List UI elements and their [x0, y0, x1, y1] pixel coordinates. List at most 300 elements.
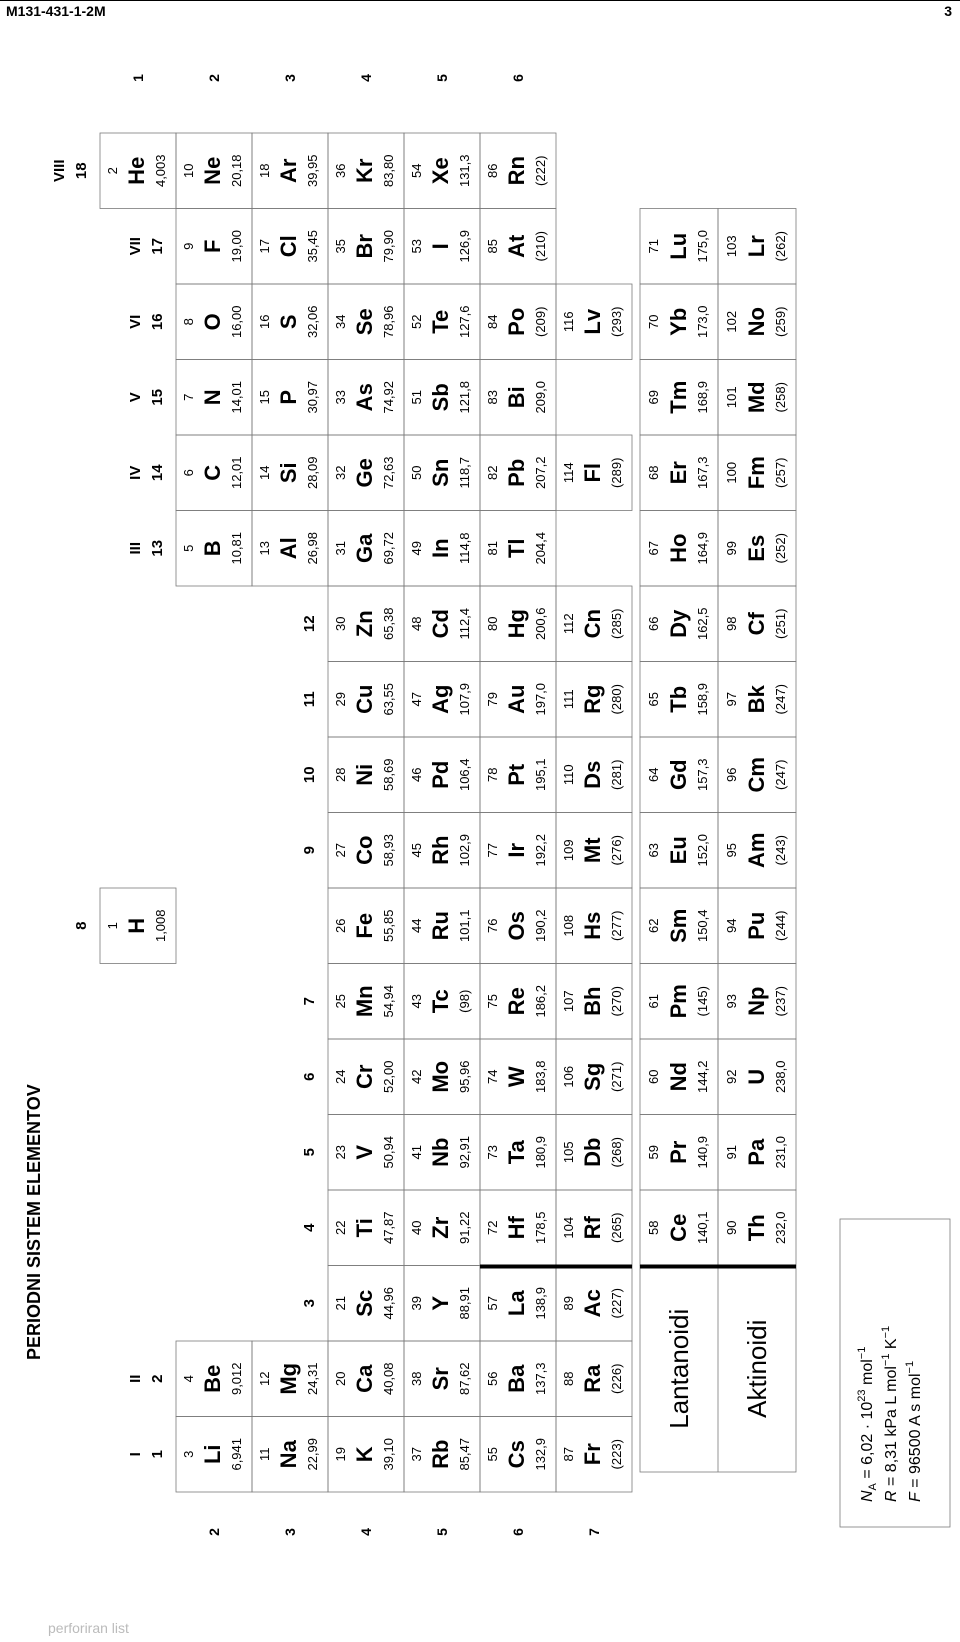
element-cell-mo [404, 1039, 480, 1115]
element-symbol: Es [744, 534, 769, 562]
atomic-mass: 238,0 [773, 1060, 788, 1094]
group-number: 12 [301, 615, 318, 633]
element-symbol: H [124, 917, 149, 934]
atomic-number: 67 [646, 541, 661, 556]
atomic-number: 31 [333, 541, 348, 556]
group-header-16 [127, 313, 166, 330]
atomic-mass: 88,91 [457, 1286, 472, 1320]
element-cell-no [718, 284, 796, 360]
atomic-number: 84 [485, 314, 500, 329]
atomic-mass: 20,18 [229, 154, 244, 188]
atomic-number: 76 [485, 918, 500, 933]
atomic-number: 17 [257, 239, 272, 254]
element-symbol: Ce [666, 1213, 691, 1242]
element-cell-rb [404, 1417, 480, 1493]
element-cell-cs [480, 1417, 556, 1493]
period-label-right: 2 [206, 74, 222, 82]
element-cell-cl [252, 209, 328, 285]
element-cell-ti [328, 1190, 404, 1266]
atomic-mass: 162,5 [695, 607, 710, 641]
group-number: 15 [149, 388, 166, 406]
element-cell-al [252, 511, 328, 587]
group-header-15 [127, 389, 166, 406]
period-label-left: 4 [358, 1528, 374, 1536]
atomic-mass: 195,1 [533, 758, 548, 792]
atomic-number: 40 [409, 1220, 424, 1235]
element-cell-dy [640, 586, 718, 662]
atomic-mass: 9,012 [229, 1362, 244, 1396]
element-symbol: Na [276, 1440, 301, 1469]
element-cell-c [176, 435, 252, 511]
atomic-mass: (252) [773, 533, 788, 564]
element-symbol: Am [744, 832, 769, 868]
element-cell-pd [404, 737, 480, 813]
element-symbol: V [352, 1144, 377, 1160]
atomic-number: 79 [485, 692, 500, 707]
element-cell-in [404, 511, 480, 587]
atomic-number: 28 [333, 767, 348, 782]
atomic-number: 54 [409, 163, 424, 178]
element-cell-cu [328, 662, 404, 738]
group-header-10 [301, 766, 318, 783]
atomic-mass: 24,31 [305, 1362, 320, 1396]
atomic-mass: 91,22 [457, 1211, 472, 1245]
element-cell-bh [556, 964, 632, 1040]
atomic-mass: 32,06 [305, 305, 320, 339]
atomic-number: 62 [646, 918, 661, 933]
element-cell-ga [328, 511, 404, 587]
atomic-mass: 197,0 [533, 682, 548, 716]
element-symbol: Y [428, 1295, 453, 1311]
atomic-number: 60 [646, 1069, 661, 1084]
element-symbol: Se [352, 308, 377, 336]
element-symbol: No [744, 307, 769, 337]
atomic-mass: 52,00 [381, 1060, 396, 1094]
atomic-mass: 47,87 [381, 1211, 396, 1245]
element-cell-ni [328, 737, 404, 813]
element-symbol: Au [504, 684, 529, 714]
group-header-14 [127, 464, 166, 481]
element-cell-sc [328, 1266, 404, 1342]
atomic-mass: (223) [609, 1439, 624, 1470]
element-symbol: Tc [428, 989, 453, 1014]
atomic-mass: 35,45 [305, 229, 320, 263]
atomic-number: 94 [724, 918, 739, 933]
element-symbol: Ge [352, 458, 377, 488]
atomic-number: 75 [485, 994, 500, 1009]
atomic-mass: 83,80 [381, 154, 396, 188]
atomic-mass: 69,72 [381, 531, 396, 565]
element-symbol: Te [428, 309, 453, 334]
f-block-table [640, 209, 796, 1473]
atomic-number: 69 [646, 390, 661, 405]
atomic-number: 34 [333, 314, 348, 329]
element-symbol: Hs [580, 911, 605, 940]
element-cell-h [100, 888, 176, 964]
element-symbol: Bk [744, 685, 769, 714]
constant-text: = 96500 A s mol [907, 1373, 924, 1493]
atomic-number: 9 [181, 242, 196, 250]
atomic-number: 46 [409, 767, 424, 782]
element-symbol: Sb [428, 383, 453, 412]
element-cell-eu [640, 813, 718, 889]
period-label-right: 4 [358, 74, 374, 82]
atomic-number: 101 [724, 386, 739, 409]
element-cell-n [176, 360, 252, 436]
atomic-mass: 127,6 [457, 305, 472, 339]
element-symbol: Hg [504, 609, 529, 639]
element-cell-gd [640, 737, 718, 813]
atomic-number: 108 [561, 914, 576, 937]
atomic-number: 61 [646, 994, 661, 1009]
atomic-mass: 63,55 [381, 682, 396, 716]
group-roman: III [127, 541, 144, 555]
atomic-number: 89 [561, 1296, 576, 1311]
element-symbol: Kr [352, 158, 377, 183]
atomic-number: 24 [333, 1069, 348, 1084]
element-symbol: Sg [580, 1062, 605, 1091]
atomic-number: 1 [105, 922, 120, 930]
group-header-9 [301, 846, 318, 854]
atomic-number: 47 [409, 692, 424, 707]
atomic-number: 30 [333, 616, 348, 631]
element-symbol: Cs [504, 1440, 529, 1469]
atomic-mass: 209,0 [533, 380, 548, 414]
element-cell-lr [718, 209, 796, 285]
group-number: 9 [301, 846, 318, 855]
atomic-number: 74 [485, 1069, 500, 1084]
element-cell-sb [404, 360, 480, 436]
element-symbol: Ru [428, 911, 453, 941]
atomic-mass: 26,98 [305, 531, 320, 565]
element-symbol: Ac [580, 1289, 605, 1318]
element-symbol: Po [504, 307, 529, 336]
atomic-mass: 168,9 [695, 380, 710, 414]
element-cell-as [328, 360, 404, 436]
group-roman: II [127, 1374, 144, 1383]
element-symbol: Fm [744, 456, 769, 490]
atomic-number: 10 [181, 163, 196, 178]
group-header-4 [301, 1223, 318, 1232]
atomic-mass: (276) [609, 835, 624, 866]
element-cell-po [480, 284, 556, 360]
atomic-number: 71 [646, 239, 661, 254]
atomic-mass: 192,2 [533, 833, 548, 867]
atomic-number: 59 [646, 1145, 661, 1160]
atomic-number: 73 [485, 1145, 500, 1160]
atomic-number: 63 [646, 843, 661, 858]
element-symbol: Nb [428, 1137, 453, 1167]
atomic-number: 85 [485, 239, 500, 254]
element-cell-sr [404, 1341, 480, 1417]
element-cell-zn [328, 586, 404, 662]
atomic-number: 18 [257, 163, 272, 178]
constant-line [904, 1361, 924, 1502]
atomic-number: 35 [333, 239, 348, 254]
element-cell-bi [480, 360, 556, 436]
atomic-number: 48 [409, 616, 424, 631]
atomic-number: 116 [561, 311, 576, 333]
element-symbol: Rh [428, 835, 453, 865]
page-title: PERIODNI SISTEM ELEMENTOV [24, 1084, 44, 1360]
atomic-mass: 107,9 [457, 682, 472, 716]
atomic-number: 16 [257, 314, 272, 329]
atomic-number: 52 [409, 314, 424, 329]
element-cell-s [252, 284, 328, 360]
element-cell-th [718, 1190, 796, 1266]
atomic-mass: 6,941 [229, 1437, 244, 1471]
period-label-left: 5 [434, 1528, 450, 1536]
atomic-mass: 167,3 [695, 456, 710, 490]
group-roman: V [127, 392, 144, 403]
atomic-number: 36 [333, 163, 348, 178]
atomic-mass: (251) [773, 608, 788, 639]
atomic-number: 23 [333, 1145, 348, 1160]
element-symbol: Xe [428, 157, 453, 185]
element-symbol: Zr [428, 1216, 453, 1239]
atomic-number: 11 [257, 1447, 272, 1461]
element-cell-zr [404, 1190, 480, 1266]
element-symbol: Cl [276, 235, 301, 258]
constant-superscript: −1 [904, 1360, 916, 1374]
atomic-number: 114 [561, 462, 576, 484]
group-number: 14 [149, 464, 166, 482]
element-cell-pb [480, 435, 556, 511]
element-symbol: He [124, 156, 149, 185]
element-symbol: Bi [504, 386, 529, 409]
atomic-mass: 14,01 [229, 380, 244, 414]
atomic-number: 107 [561, 990, 576, 1013]
atomic-mass: 22,99 [305, 1437, 320, 1471]
atomic-number: 5 [181, 544, 196, 552]
element-cell-am [718, 813, 796, 889]
atomic-mass: 114,8 [457, 532, 472, 565]
atomic-number: 66 [646, 616, 661, 631]
atomic-number: 37 [409, 1447, 424, 1462]
element-cell-tb [640, 662, 718, 738]
element-symbol: Sr [428, 1367, 453, 1391]
atomic-number: 86 [485, 163, 500, 178]
element-cell-db [556, 1115, 632, 1191]
atomic-mass: 232,0 [773, 1211, 788, 1245]
constant-superscript: 23 [856, 1389, 868, 1402]
element-symbol: Tb [666, 685, 691, 713]
atomic-number: 20 [333, 1371, 348, 1386]
atomic-number: 21 [333, 1296, 348, 1311]
constant-unit: mol [859, 1359, 876, 1390]
element-symbol: In [428, 538, 453, 559]
element-symbol: Tm [666, 380, 691, 414]
atomic-mass: 106,4 [457, 758, 472, 792]
atomic-number: 51 [409, 390, 424, 405]
group-number: 8 [73, 921, 90, 930]
element-symbol: Mn [352, 985, 377, 1018]
element-cell-ge [328, 435, 404, 511]
atomic-mass: 200,6 [533, 607, 548, 641]
atomic-number: 109 [561, 839, 576, 862]
element-cell-li [176, 1417, 252, 1493]
atomic-mass: 95,96 [457, 1060, 472, 1094]
element-symbol: Md [744, 381, 769, 414]
element-symbol: Re [504, 987, 529, 1016]
element-cell-be [176, 1341, 252, 1417]
element-cell-bk [718, 662, 796, 738]
atomic-number: 104 [561, 1216, 576, 1239]
group-number: 7 [301, 997, 318, 1006]
constant-subscript: A [867, 1483, 879, 1491]
atomic-mass: 55,85 [381, 909, 396, 943]
atomic-mass: 144,2 [695, 1060, 710, 1094]
atomic-number: 43 [409, 994, 424, 1009]
element-cell-ne [176, 133, 252, 209]
atomic-mass: (244) [773, 910, 788, 941]
exam-code: M131-431-1-2M [6, 3, 106, 19]
atomic-mass: (280) [609, 684, 624, 715]
period-label-left: 6 [510, 1528, 526, 1536]
element-cell-p [252, 360, 328, 436]
element-symbol: Ho [666, 533, 691, 563]
constant-symbol: F [907, 1492, 924, 1502]
atomic-number: 82 [485, 465, 500, 480]
atomic-number: 102 [724, 310, 739, 333]
element-symbol: Ta [504, 1140, 529, 1165]
element-symbol: Ne [200, 156, 225, 185]
atomic-number: 33 [333, 390, 348, 405]
period-label-left: 2 [206, 1528, 222, 1536]
element-symbol: Hf [504, 1216, 529, 1240]
atomic-mass: 118,7 [457, 456, 472, 489]
constant-symbol: R [883, 1490, 900, 1502]
atomic-number: 106 [561, 1065, 576, 1088]
constant-text: = 6,02 · 10 [859, 1401, 876, 1484]
atomic-number: 55 [485, 1447, 500, 1462]
element-cell-si [252, 435, 328, 511]
constant-symbol: N [859, 1490, 876, 1502]
element-cell-fl [556, 435, 632, 511]
atomic-number: 53 [409, 239, 424, 254]
element-cell-mg [252, 1341, 328, 1417]
atomic-mass: 72,63 [381, 456, 396, 490]
element-symbol: O [200, 313, 225, 331]
atomic-mass: 4,003 [153, 154, 168, 188]
element-cell-xe [404, 133, 480, 209]
element-symbol: Fl [580, 462, 605, 483]
element-symbol: Ar [276, 158, 301, 183]
element-cell-cm [718, 737, 796, 813]
atomic-mass: 40,08 [381, 1362, 396, 1396]
atomic-mass: 150,4 [695, 909, 710, 943]
element-cell-lv [556, 284, 632, 360]
atomic-mass: (265) [609, 1212, 624, 1243]
element-symbol: Ba [504, 1364, 529, 1393]
atomic-number: 6 [181, 469, 196, 477]
group-header-11 [301, 691, 318, 707]
element-cell-hf [480, 1190, 556, 1266]
element-cell-cn [556, 586, 632, 662]
atomic-mass: 87,62 [457, 1362, 472, 1396]
element-cell-nd [640, 1039, 718, 1115]
element-symbol: Bh [580, 986, 605, 1016]
atomic-mass: 180,9 [533, 1135, 548, 1169]
atomic-number: 29 [333, 692, 348, 707]
atomic-number: 90 [724, 1220, 739, 1235]
constant-unit: K [883, 1338, 900, 1354]
element-symbol: Lu [666, 232, 691, 260]
element-cell-er [640, 435, 718, 511]
element-symbol: Ti [352, 1218, 377, 1238]
element-symbol: Pu [744, 911, 769, 940]
period-label-left: 3 [282, 1528, 298, 1536]
lanthanoids-label: Lantanoidi [664, 1308, 694, 1429]
element-symbol: Nd [666, 1062, 691, 1092]
element-symbol: Gd [666, 759, 691, 791]
element-symbol: K [352, 1446, 377, 1463]
element-cell-rg [556, 662, 632, 738]
group-roman: VIII [51, 159, 68, 183]
atomic-mass: 10,81 [229, 531, 244, 565]
atomic-mass: 140,9 [695, 1135, 710, 1169]
element-symbol: Co [352, 835, 377, 865]
element-symbol: Br [352, 234, 377, 259]
atomic-mass: 178,5 [533, 1211, 548, 1245]
element-cell-br [328, 209, 404, 285]
element-symbol: Os [504, 911, 529, 941]
atomic-mass: 1,008 [153, 909, 168, 943]
element-cell-kr [328, 133, 404, 209]
element-symbol: Lv [580, 308, 605, 335]
element-symbol: Cd [428, 609, 453, 639]
atomic-number: 32 [333, 465, 348, 480]
element-symbol: Tl [504, 538, 529, 559]
atomic-number: 88 [561, 1371, 576, 1386]
group-header-5 [301, 1148, 318, 1156]
element-symbol: Mg [276, 1362, 301, 1395]
element-cell-ag [404, 662, 480, 738]
element-symbol: Pa [744, 1138, 769, 1166]
group-number: 11 [301, 691, 318, 708]
group-header-12 [301, 615, 318, 632]
element-cell-au [480, 662, 556, 738]
element-cell-te [404, 284, 480, 360]
element-symbol: Ra [580, 1364, 605, 1393]
element-cell-fr [556, 1417, 632, 1493]
element-cell-b [176, 511, 252, 587]
element-symbol: Ir [504, 842, 529, 858]
atomic-mass: 183,8 [533, 1060, 548, 1094]
atomic-number: 91 [724, 1145, 739, 1160]
group-number: 18 [73, 162, 90, 180]
atomic-number: 72 [485, 1220, 500, 1235]
element-cell-hg [480, 586, 556, 662]
atomic-mass: 58,93 [381, 833, 396, 867]
element-cell-ac [556, 1266, 632, 1342]
atomic-number: 70 [646, 314, 661, 329]
group-header-8 [73, 922, 90, 930]
element-cell-ba [480, 1341, 556, 1417]
element-cell-ra [556, 1341, 632, 1417]
atomic-mass: (209) [533, 306, 548, 337]
atomic-mass: 126,9 [457, 229, 472, 263]
element-symbol: Lr [744, 235, 769, 258]
element-cell-rf [556, 1190, 632, 1266]
atomic-mass: 132,9 [533, 1437, 548, 1471]
element-cell-es [718, 511, 796, 587]
element-cell-na [252, 1417, 328, 1493]
atomic-number: 2 [105, 167, 120, 175]
element-cell-u [718, 1039, 796, 1115]
element-cell-mt [556, 813, 632, 889]
atomic-number: 105 [561, 1141, 576, 1164]
